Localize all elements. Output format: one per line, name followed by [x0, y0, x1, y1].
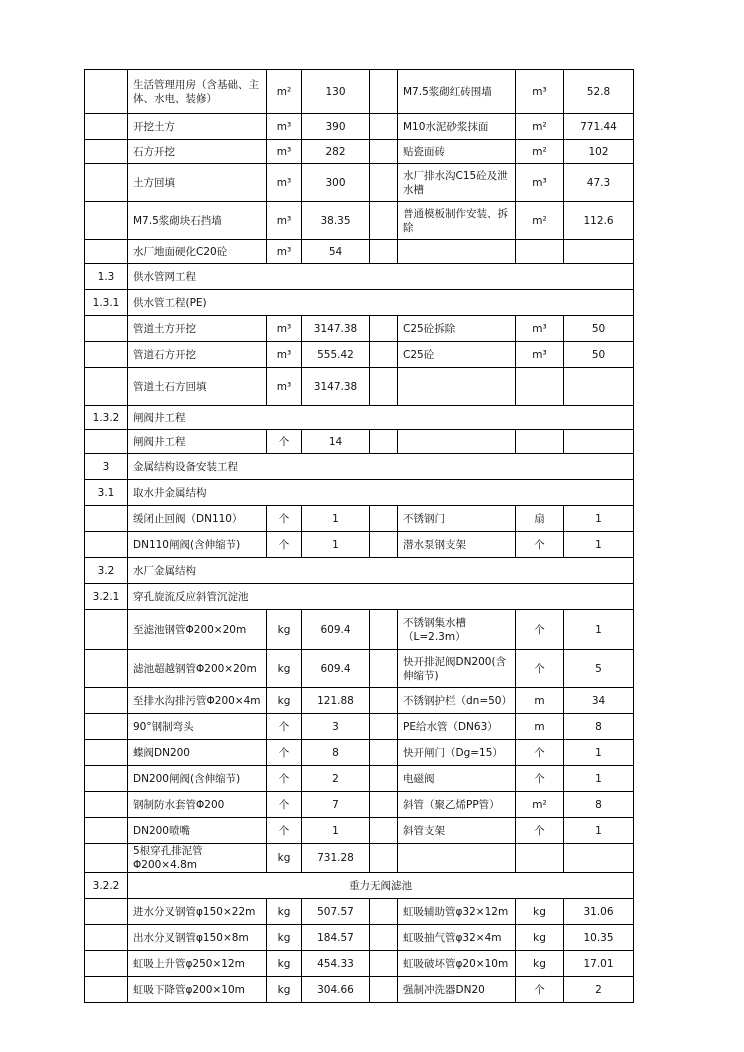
section-title: 闸阀井工程	[128, 406, 634, 430]
item-qty: 10.35	[564, 925, 634, 951]
item-name: 虹吸下降管φ200×10m	[128, 977, 267, 1003]
table-row	[85, 368, 634, 406]
item-name: 进水分叉钢管φ150×22m	[128, 899, 267, 925]
code-cell	[85, 70, 128, 114]
item-name: C25砼	[398, 342, 516, 368]
code-cell	[85, 792, 128, 818]
item-unit	[516, 368, 564, 406]
item-name: 钢制防水套管Φ200	[128, 792, 267, 818]
code-cell	[85, 202, 128, 240]
section-row	[85, 290, 634, 316]
item-qty: 609.4	[302, 650, 370, 688]
item-qty: 304.66	[302, 977, 370, 1003]
item-qty: 3	[302, 714, 370, 740]
item-unit: m³	[267, 202, 302, 240]
table-row	[85, 650, 634, 688]
table-row	[85, 818, 634, 844]
code-cell	[85, 368, 128, 406]
code-cell	[85, 740, 128, 766]
table-row	[85, 899, 634, 925]
item-name: 管道土石方回填	[128, 368, 267, 406]
item-name: 蝶阀DN200	[128, 740, 267, 766]
item-name: 普通模板制作安装、拆除	[398, 202, 516, 240]
item-unit	[516, 844, 564, 873]
item-unit: kg	[267, 610, 302, 650]
item-unit: 个	[516, 610, 564, 650]
item-qty: 102	[564, 140, 634, 164]
code-cell	[85, 430, 128, 454]
item-unit: m³	[516, 316, 564, 342]
code-cell	[85, 714, 128, 740]
item-qty: 38.35	[302, 202, 370, 240]
item-qty: 3147.38	[302, 368, 370, 406]
section-title: 重力无阀滤池	[128, 873, 634, 899]
code-cell	[85, 532, 128, 558]
spacer-cell	[370, 140, 398, 164]
item-qty: 3147.38	[302, 316, 370, 342]
section-row	[85, 873, 634, 899]
code-cell	[85, 316, 128, 342]
item-qty: 1	[564, 610, 634, 650]
item-unit: m²	[267, 70, 302, 114]
item-qty	[564, 240, 634, 264]
item-name: 管道石方开挖	[128, 342, 267, 368]
item-qty	[564, 844, 634, 873]
item-name: 5根穿孔排泥管Φ200×4.8m	[128, 844, 267, 873]
item-qty: 1	[564, 818, 634, 844]
item-qty: 731.28	[302, 844, 370, 873]
item-name: M10水泥砂浆抹面	[398, 114, 516, 140]
item-name: 快开排泥阀DN200(含伸缩节)	[398, 650, 516, 688]
code-cell	[85, 506, 128, 532]
item-unit: 个	[516, 532, 564, 558]
code-cell	[85, 844, 128, 873]
item-name	[398, 240, 516, 264]
item-qty: 1	[564, 532, 634, 558]
item-unit: kg	[516, 951, 564, 977]
item-name: PE给水管（DN63）	[398, 714, 516, 740]
item-name: 贴瓷面砖	[398, 140, 516, 164]
spacer-cell	[370, 844, 398, 873]
table-row	[85, 316, 634, 342]
item-name: 闸阀井工程	[128, 430, 267, 454]
item-unit: kg	[267, 688, 302, 714]
item-qty: 1	[564, 740, 634, 766]
item-name: 不锈钢集水槽（L=2.3m）	[398, 610, 516, 650]
section-code: 3.2	[85, 558, 128, 584]
item-unit: m	[516, 714, 564, 740]
table-row	[85, 740, 634, 766]
item-name: 缓闭止回阀（DN110）	[128, 506, 267, 532]
item-qty: 7	[302, 792, 370, 818]
item-unit: 个	[516, 740, 564, 766]
table-row	[85, 70, 634, 114]
item-unit: kg	[516, 925, 564, 951]
item-name: 虹吸抽气管φ32×4m	[398, 925, 516, 951]
item-qty: 14	[302, 430, 370, 454]
item-name	[398, 430, 516, 454]
item-unit: m³	[267, 316, 302, 342]
code-cell	[85, 342, 128, 368]
item-unit: m²	[516, 114, 564, 140]
spacer-cell	[370, 316, 398, 342]
spacer-cell	[370, 114, 398, 140]
item-name: 虹吸辅助管φ32×12m	[398, 899, 516, 925]
item-unit: m²	[516, 202, 564, 240]
item-unit: m³	[267, 164, 302, 202]
table-row	[85, 792, 634, 818]
table-row	[85, 714, 634, 740]
section-title: 金属结构设备安装工程	[128, 454, 634, 480]
spacer-cell	[370, 532, 398, 558]
item-name: 至排水沟排污管Φ200×4m	[128, 688, 267, 714]
item-name: 强制冲洗器DN20	[398, 977, 516, 1003]
item-unit: m²	[516, 792, 564, 818]
spacer-cell	[370, 70, 398, 114]
section-code: 3	[85, 454, 128, 480]
spacer-cell	[370, 792, 398, 818]
code-cell	[85, 140, 128, 164]
item-name: 潜水泵钢支架	[398, 532, 516, 558]
section-row	[85, 264, 634, 290]
item-unit: 个	[267, 740, 302, 766]
code-cell	[85, 688, 128, 714]
spacer-cell	[370, 951, 398, 977]
item-name: 虹吸上升管φ250×12m	[128, 951, 267, 977]
section-code: 3.2.2	[85, 873, 128, 899]
spacer-cell	[370, 650, 398, 688]
item-unit: 个	[516, 766, 564, 792]
section-code: 1.3.1	[85, 290, 128, 316]
item-unit: 个	[267, 766, 302, 792]
item-unit: 个	[267, 792, 302, 818]
table-row	[85, 844, 634, 873]
item-qty: 47.3	[564, 164, 634, 202]
item-unit: 个	[267, 818, 302, 844]
item-name: 斜管支架	[398, 818, 516, 844]
item-unit: kg	[267, 951, 302, 977]
spacer-cell	[370, 925, 398, 951]
item-qty: 50	[564, 342, 634, 368]
section-row	[85, 584, 634, 610]
item-name	[398, 368, 516, 406]
item-qty: 2	[302, 766, 370, 792]
table-row	[85, 766, 634, 792]
item-qty: 1	[564, 766, 634, 792]
section-title: 供水管工程(PE)	[128, 290, 634, 316]
item-unit: 个	[267, 532, 302, 558]
item-qty: 121.88	[302, 688, 370, 714]
item-qty: 31.06	[564, 899, 634, 925]
table-row	[85, 532, 634, 558]
spacer-cell	[370, 766, 398, 792]
item-qty: 8	[302, 740, 370, 766]
table-row	[85, 925, 634, 951]
item-qty: 507.57	[302, 899, 370, 925]
table-row	[85, 114, 634, 140]
item-name: M7.5浆砌红砖围墙	[398, 70, 516, 114]
item-unit: kg	[267, 650, 302, 688]
section-code: 1.3.2	[85, 406, 128, 430]
item-qty: 282	[302, 140, 370, 164]
section-title: 取水井金属结构	[128, 480, 634, 506]
item-qty: 555.42	[302, 342, 370, 368]
item-name: 电磁阀	[398, 766, 516, 792]
item-name: 出水分叉钢管φ150×8m	[128, 925, 267, 951]
item-unit: 个	[267, 430, 302, 454]
item-qty: 609.4	[302, 610, 370, 650]
table-row	[85, 164, 634, 202]
code-cell	[85, 899, 128, 925]
item-qty: 454.33	[302, 951, 370, 977]
item-name: 土方回填	[128, 164, 267, 202]
item-qty: 2	[564, 977, 634, 1003]
item-name: 90°钢制弯头	[128, 714, 267, 740]
item-qty: 5	[564, 650, 634, 688]
item-qty: 50	[564, 316, 634, 342]
item-qty: 771.44	[564, 114, 634, 140]
code-cell	[85, 240, 128, 264]
item-name: 斜管（聚乙烯PP管）	[398, 792, 516, 818]
code-cell	[85, 650, 128, 688]
item-unit: kg	[267, 899, 302, 925]
item-unit: 扇	[516, 506, 564, 532]
item-qty: 1	[302, 532, 370, 558]
quantity-table	[84, 69, 634, 1003]
item-unit: kg	[516, 899, 564, 925]
code-cell	[85, 818, 128, 844]
item-qty: 1	[564, 506, 634, 532]
item-unit: m³	[516, 70, 564, 114]
table-row	[85, 951, 634, 977]
spacer-cell	[370, 688, 398, 714]
table-row	[85, 202, 634, 240]
section-row	[85, 454, 634, 480]
item-name: C25砼拆除	[398, 316, 516, 342]
table-row	[85, 240, 634, 264]
item-unit	[516, 430, 564, 454]
table-row	[85, 506, 634, 532]
spacer-cell	[370, 740, 398, 766]
item-name: 滤池超越钢管Φ200×20m	[128, 650, 267, 688]
item-qty: 1	[302, 818, 370, 844]
item-unit: m³	[267, 240, 302, 264]
spacer-cell	[370, 610, 398, 650]
spacer-cell	[370, 818, 398, 844]
section-title: 穿孔旋流反应斜管沉淀池	[128, 584, 634, 610]
item-qty	[564, 430, 634, 454]
item-qty: 130	[302, 70, 370, 114]
spacer-cell	[370, 240, 398, 264]
item-unit: kg	[267, 844, 302, 873]
item-name: 管道土方开挖	[128, 316, 267, 342]
table-row	[85, 688, 634, 714]
spacer-cell	[370, 164, 398, 202]
spacer-cell	[370, 714, 398, 740]
item-qty: 1	[302, 506, 370, 532]
section-title: 供水管网工程	[128, 264, 634, 290]
item-unit: 个	[516, 818, 564, 844]
item-name: 不锈钢护栏（dn=50）	[398, 688, 516, 714]
item-name: DN110闸阀(含伸缩节)	[128, 532, 267, 558]
item-name: DN200喷嘴	[128, 818, 267, 844]
section-code: 1.3	[85, 264, 128, 290]
item-unit: m³	[267, 368, 302, 406]
section-code: 3.1	[85, 480, 128, 506]
section-code: 3.2.1	[85, 584, 128, 610]
table-row	[85, 140, 634, 164]
item-unit: 个	[267, 714, 302, 740]
item-unit: 个	[516, 650, 564, 688]
table-row	[85, 610, 634, 650]
section-title: 水厂金属结构	[128, 558, 634, 584]
item-unit: 个	[516, 977, 564, 1003]
code-cell	[85, 610, 128, 650]
item-name: 石方开挖	[128, 140, 267, 164]
item-qty: 8	[564, 714, 634, 740]
item-name: 生活管理用房（含基础、主体、水电、装修）	[128, 70, 267, 114]
item-unit: 个	[267, 506, 302, 532]
item-qty: 52.8	[564, 70, 634, 114]
item-qty: 300	[302, 164, 370, 202]
item-unit: m³	[516, 164, 564, 202]
item-unit	[516, 240, 564, 264]
item-name: 开挖土方	[128, 114, 267, 140]
code-cell	[85, 164, 128, 202]
item-qty: 112.6	[564, 202, 634, 240]
item-qty: 34	[564, 688, 634, 714]
item-name: 水厂地面硬化C20砼	[128, 240, 267, 264]
item-unit: m	[516, 688, 564, 714]
table-row	[85, 977, 634, 1003]
item-name: DN200闸阀(含伸缩节)	[128, 766, 267, 792]
code-cell	[85, 766, 128, 792]
code-cell	[85, 114, 128, 140]
spacer-cell	[370, 342, 398, 368]
item-qty: 184.57	[302, 925, 370, 951]
spacer-cell	[370, 506, 398, 532]
spacer-cell	[370, 368, 398, 406]
item-name: 至滤池钢管Φ200×20m	[128, 610, 267, 650]
item-name: 水厂排水沟C15砼及泄水槽	[398, 164, 516, 202]
item-unit: m³	[267, 342, 302, 368]
item-unit: kg	[267, 925, 302, 951]
item-unit: m³	[267, 140, 302, 164]
code-cell	[85, 925, 128, 951]
table-row	[85, 430, 634, 454]
item-unit: m²	[516, 140, 564, 164]
code-cell	[85, 977, 128, 1003]
table-row	[85, 342, 634, 368]
spacer-cell	[370, 899, 398, 925]
spacer-cell	[370, 202, 398, 240]
section-row	[85, 480, 634, 506]
item-name: M7.5浆砌块石挡墙	[128, 202, 267, 240]
section-row	[85, 406, 634, 430]
item-name: 虹吸破坏管φ20×10m	[398, 951, 516, 977]
item-unit: m³	[267, 114, 302, 140]
item-qty	[564, 368, 634, 406]
item-name: 快开闸门（Dg=15）	[398, 740, 516, 766]
item-unit: kg	[267, 977, 302, 1003]
item-qty: 54	[302, 240, 370, 264]
item-qty: 390	[302, 114, 370, 140]
spacer-cell	[370, 977, 398, 1003]
item-qty: 17.01	[564, 951, 634, 977]
item-name	[398, 844, 516, 873]
spacer-cell	[370, 430, 398, 454]
item-unit: m³	[516, 342, 564, 368]
code-cell	[85, 951, 128, 977]
item-name: 不锈钢门	[398, 506, 516, 532]
section-row	[85, 558, 634, 584]
item-qty: 8	[564, 792, 634, 818]
